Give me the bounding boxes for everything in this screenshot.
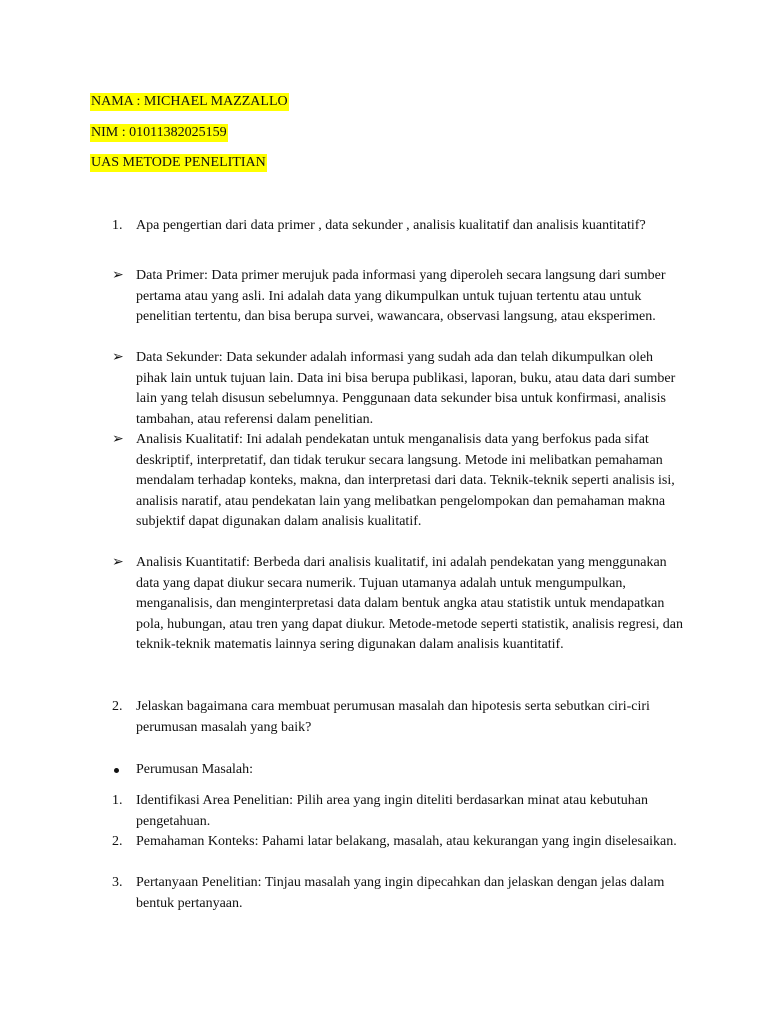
step-text: Pertanyaan Penelitian: Tinjau masalah yang ingin dipecahkan dan jelaskan dengan jelas dalam bentuk pertanyaan. xyxy=(136,875,665,911)
step-text: Pemahaman Konteks: Pahami latar belakang, masalah, atau kekurangan yang ingin diselesaikan. xyxy=(136,834,677,849)
question-1-number: 1. xyxy=(112,218,123,233)
step-number: 3. xyxy=(112,875,123,890)
step-number: 1. xyxy=(112,793,123,808)
student-nim: NIM : 01011382025159 xyxy=(91,125,227,140)
arrow-bullet-icon: ➢ xyxy=(112,432,124,447)
question-1-text: Apa pengertian dari data primer , data sekunder , analisis kualitatif dan analisis kuantitatif? xyxy=(136,218,646,233)
answer-text: Analisis Kualitatif: Ini adalah pendekatan untuk menganalisis data yang berfokus pada sifat deskriptif, interpretatif, dan tidak terukur secara langsung. Metode ini melibatkan pemahaman mendalam terhadap konteks, makna, dan interpretasi dari data. Teknik-teknik seperti analisis isi, analisis naratif, atau pendekatan lain yang melibatkan pengelompokan dan pemahaman makna subjektif dapat digunakan dalam analisis kualitatif. xyxy=(136,432,675,529)
question-2-number: 2. xyxy=(112,699,123,714)
answer-text: Data Sekunder: Data sekunder adalah informasi yang sudah ada dan telah dikumpulkan oleh pihak lain untuk tujuan lain. Data ini bisa berupa publikasi, laporan, buku, atau data dari sumber lain yang telah disusun sebelumnya. Penggunaan data sekunder bisa untuk konfirmasi, analisis tambahan, atau referensi dalam penelitian. xyxy=(136,350,676,427)
bullet-dot-icon xyxy=(114,768,119,773)
answer-text: Data Primer: Data primer merujuk pada informasi yang diperoleh secara langsung dari sumber pertama atau yang asli. Ini adalah data yang dikumpulkan untuk tujuan tertentu atau untuk penelitian tertentu, dan bisa berupa survei, wawancara, observasi langsung, atau eksperimen. xyxy=(136,268,666,324)
question-2-text: Jelaskan bagaimana cara membuat perumusan masalah dan hipotesis serta sebutkan ciri-ciri perumusan masalah yang baik? xyxy=(136,699,650,735)
arrow-bullet-icon: ➢ xyxy=(112,350,124,365)
arrow-bullet-icon: ➢ xyxy=(112,268,124,283)
arrow-bullet-icon: ➢ xyxy=(112,555,124,570)
section-label: Perumusan Masalah: xyxy=(136,762,254,777)
student-name: NAMA : MICHAEL MAZZALLO xyxy=(91,94,288,109)
answer-text: Analisis Kuantitatif: Berbeda dari analisis kualitatif, ini adalah pendekatan yang menggunakan data yang dapat diukur secara numerik. Tujuan utamanya adalah untuk mengumpulkan, menganalisis, dan menginterpretasi data dalam bentuk angka atau statistik untuk mendapatkan pola, hubungan, atau tren yang dapat diukur. Metode-metode seperti statistik, analisis regresi, dan teknik-teknik matematis lainnya sering digunakan dalam analisis kuantitatif. xyxy=(136,555,684,652)
step-text: Identifikasi Area Penelitian: Pilih area yang ingin diteliti berdasarkan minat atau kebutuhan pengetahuan. xyxy=(136,793,649,829)
step-number: 2. xyxy=(112,834,123,849)
exam-title: UAS METODE PENELITIAN xyxy=(91,155,266,170)
